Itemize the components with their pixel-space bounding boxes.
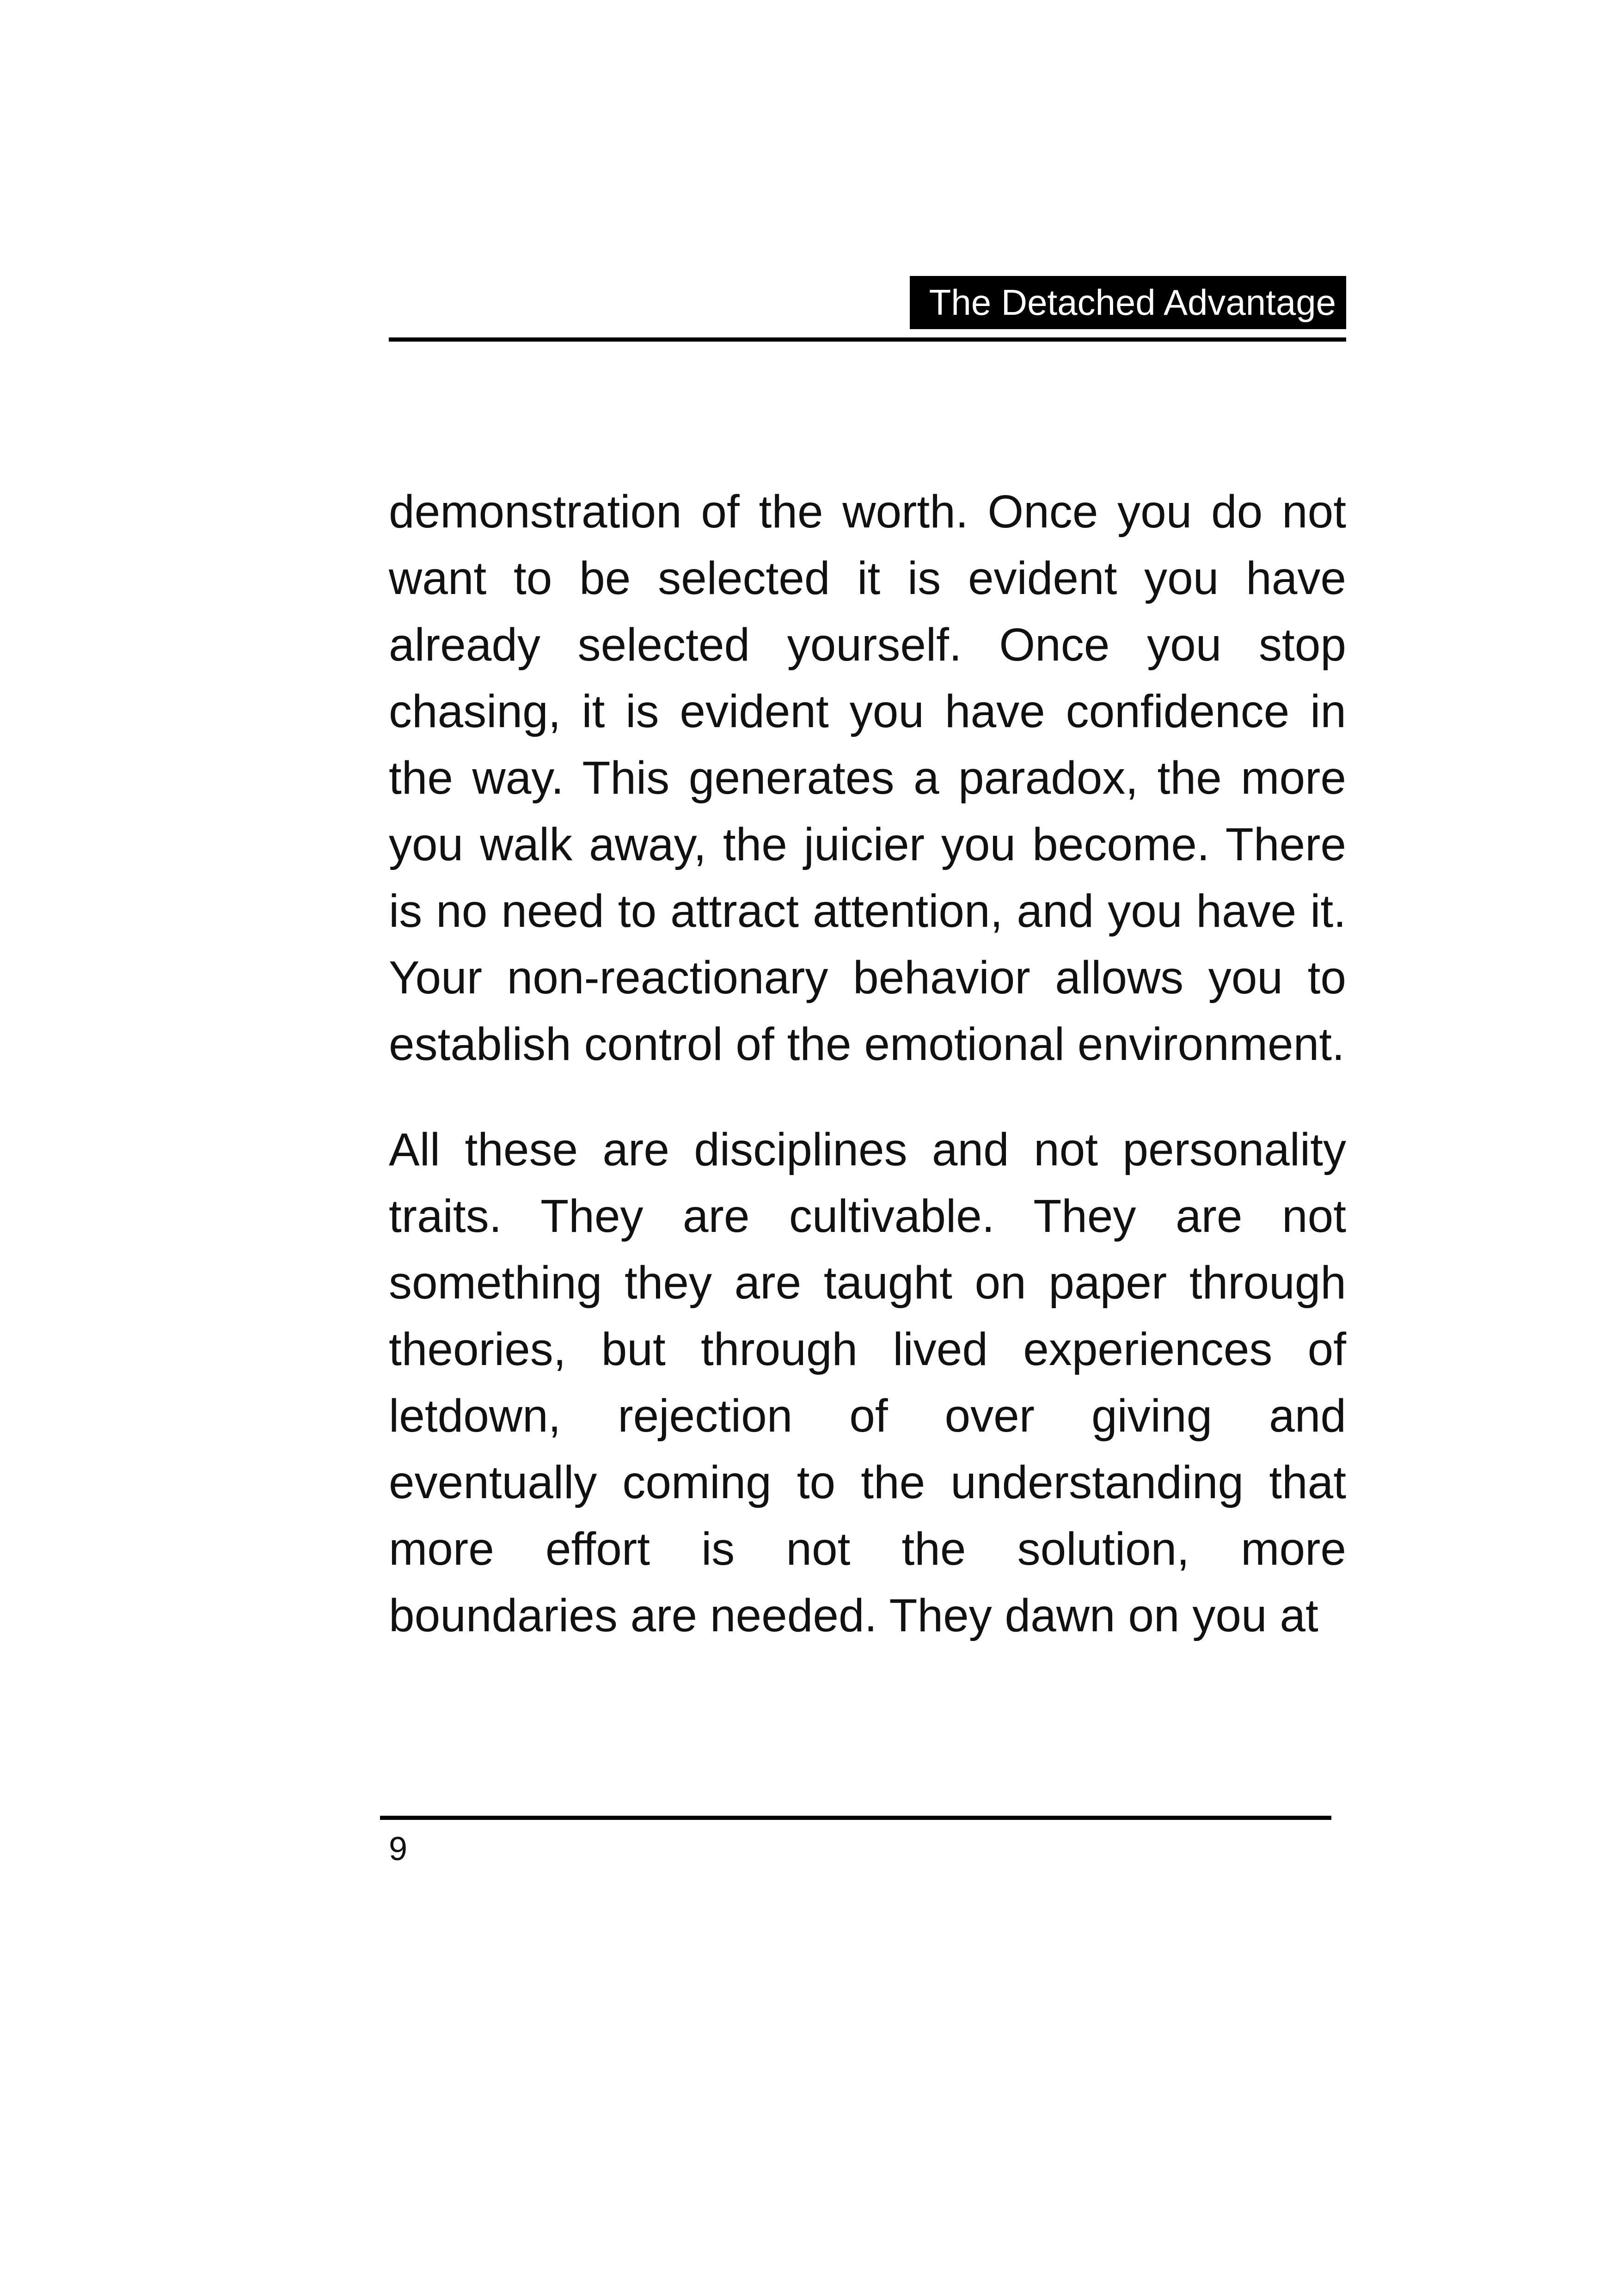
footer-rule: [380, 1816, 1331, 1820]
paragraph: demonstration of the worth. Once you do not want to be selected it is evident you have already selected yourself. Once you stop chasing, it is evident you have confidence in the way. This generates a paradox, the more you walk away, the juicier you become. There is no need to attract attention, and you have it. Your non-reactionary behavior allows you to establish control of the emotional environment.: [389, 486, 1346, 1070]
page-number: 9: [389, 1831, 408, 1867]
paragraph: All these are disciplines and not personality traits. They are cultivable. They are not something they are taught on paper through theories, but through lived experiences of letdown, rejection of over giving and eventually coming to the understanding that more effort is not the solution, more boundaries are needed. They dawn on you at: [389, 1124, 1346, 1641]
running-header: [389, 276, 1346, 342]
book-title: The Detached Advantage: [910, 276, 1346, 329]
body-text: [389, 478, 1346, 1649]
header-rule: [389, 337, 1346, 342]
